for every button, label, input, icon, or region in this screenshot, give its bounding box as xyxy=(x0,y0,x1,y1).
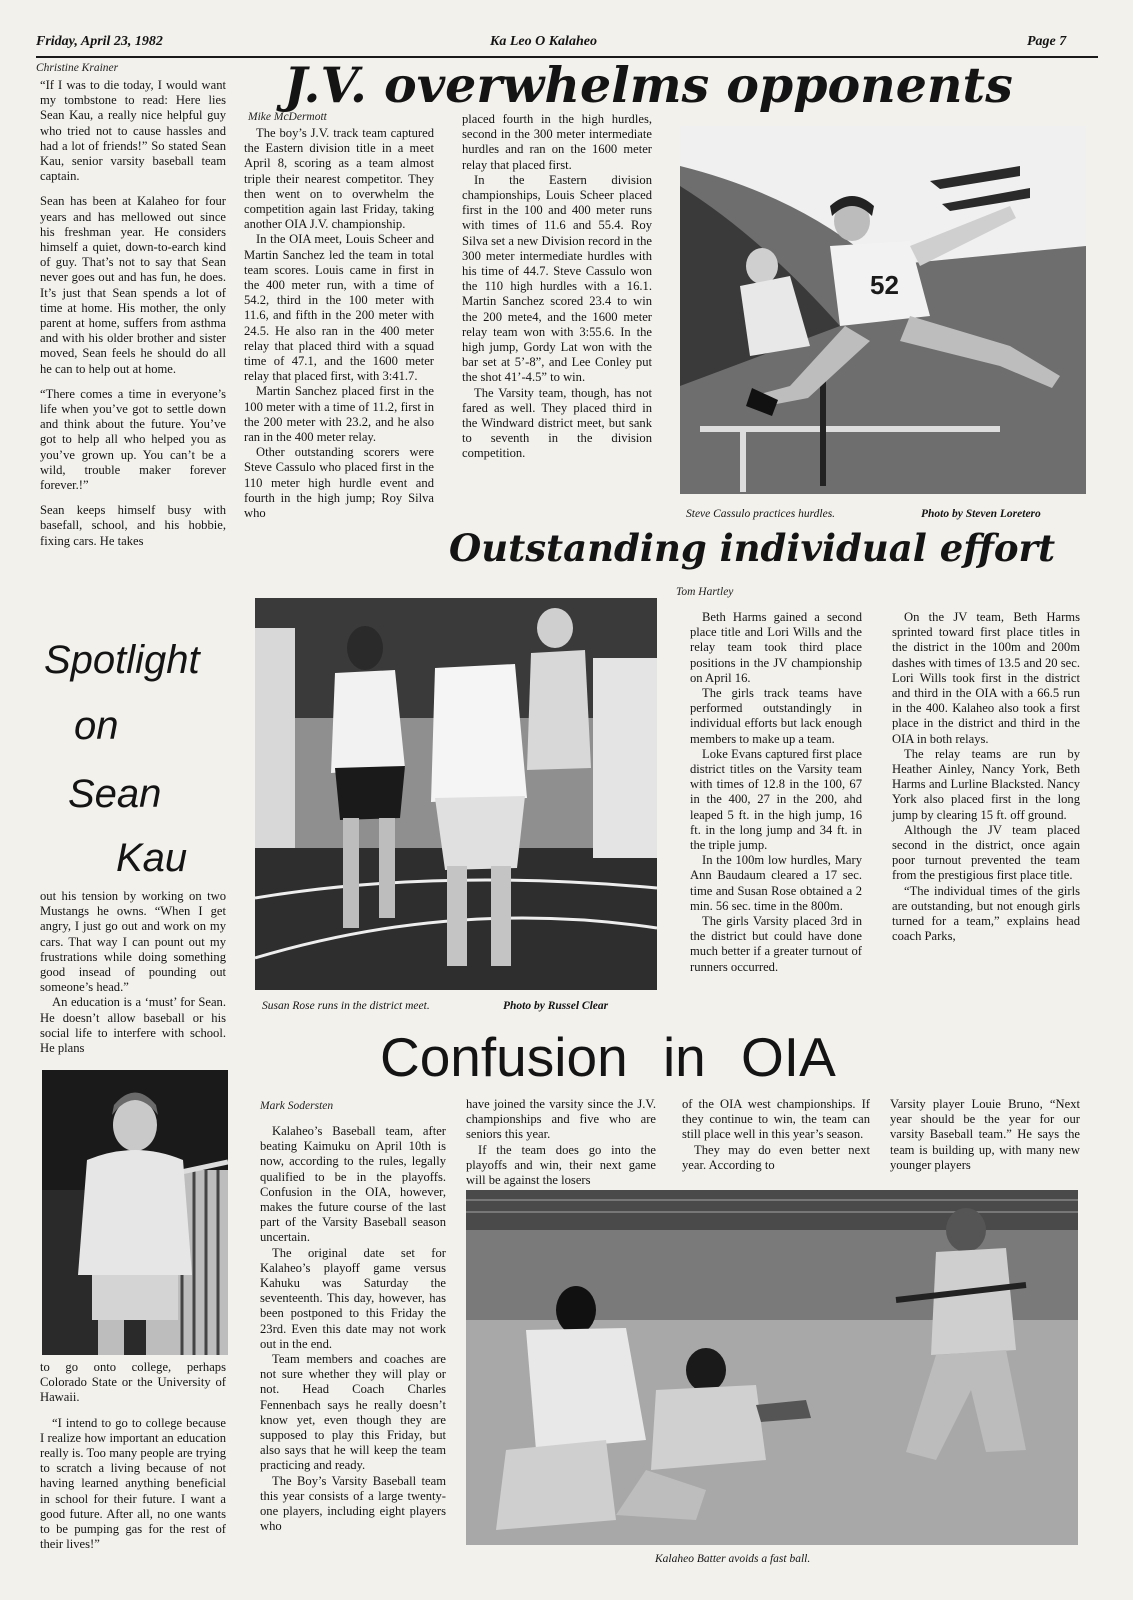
paragraph: Beth Harms gained a second place title and Lori Wills and the relay team took third place positions in the JV championship on April 16. xyxy=(690,610,862,685)
baseball-column-4 xyxy=(890,1097,1080,1183)
batter-caption: Kalaheo Batter avoids a fast ball. xyxy=(655,1553,811,1565)
girls-column-1 xyxy=(690,610,862,975)
district-meet-credit: Photo by Russel Clear xyxy=(503,1000,609,1012)
paragraph: have joined the varsity since the J.V. championships and five who are seniors this year. xyxy=(466,1097,656,1142)
sean-kau-photo xyxy=(42,1070,228,1355)
paragraph: Martin Sanchez placed first in the 100 meter with a time of 11.2, first in the 200 meter with 23.2, and he also ran in the 400 meter relay. xyxy=(244,384,434,445)
paragraph: Other outstanding scorers were Steve Cassulo who placed first in the 110 meter high hurdle event and fourth in the high jump; Roy Silva who xyxy=(244,445,434,521)
paragraph: “If I was to die today, I would want my tombstone to read: Here lies Sean Kau, a really nice helpful guy who tried not to cause hassles and had a lot of friends!” So stated Sean Kau, senior varsity baseball team captain. xyxy=(40,78,226,184)
spotlight-text-bottom xyxy=(40,1360,226,1552)
spotlight-title-line: on xyxy=(74,704,119,748)
paragraph: In the 100m low hurdles, Mary Ann Baudaum cleared a 17 sec. time and Susan Rose obtained a 2 min. 56 sec. time in the 800m. xyxy=(690,853,862,913)
spotlight-title-line: Kau xyxy=(116,836,188,880)
batter-photo xyxy=(466,1190,1078,1545)
district-meet-caption: Susan Rose runs in the district meet. xyxy=(262,1000,430,1012)
girls-column-2 xyxy=(892,610,1080,944)
paragraph: The Varsity team, though, has not fared as well. They placed third in the Windward district meet, but sank to seventh in the division competition. xyxy=(462,385,652,461)
jersey-number: 52 xyxy=(870,270,899,300)
paragraph: On the JV team, Beth Harms sprinted toward first place titles in the district in the 100m and 200m dashes with times of 13.5 and 20 sec. Lori Wills took first in the district and third in the OIA with a 66.5 run in the 400. Kalaheo also took a first place in the district and third in the OIA in both relays. xyxy=(892,610,1080,746)
paragraph: Sean has been at Kalaheo for four years and has mellowed out since his freshman year. He considers himself a quiet, down-to-earch kind of guy. That’s not to say that Sean never goes out and has fun, he does. It’s just that Sean spends a lot of time at home. His mother, the only parent at home, suffers from asthma and with his older brother and sister moved, Sean feels he should do all he can to help out at home. xyxy=(40,194,226,376)
paragraph: Sean keeps himself busy with basefall, school, and his hobbie, fixing cars. He takes xyxy=(40,503,226,548)
paragraph: The relay teams are run by Heather Ainley, Nancy York, Beth Harms and Lurline Blacksted. Nancy York also placed first in the long jump by clearing 15 ft. off ground. xyxy=(892,746,1080,822)
jv-column-1 xyxy=(244,126,434,521)
paragraph: If the team does go into the playoffs and win, their next game will be against the losers xyxy=(466,1142,656,1188)
paragraph: Team members and coaches are not sure whether they will play or not. Head Coach Charles Fennenbach says he really doesn’t know yet, even though they are supposed to play this Friday, but also says that he will keep the team practicing and ready. xyxy=(260,1352,446,1473)
jv-headline: J.V. overwhelms opponents xyxy=(284,56,1013,114)
hurdles-credit: Photo by Steven Loretero xyxy=(921,508,1041,520)
paragraph: The original date set for Kalaheo’s playoff game versus Kahuku was Saturday the seventeenth. This day, however, has been postponed to this Friday the 23rd. Even this date may not work out in the end. xyxy=(260,1245,446,1351)
paragraph: to go onto college, perhaps Colorado State or the University of Hawaii. xyxy=(40,1360,226,1405)
baseball-byline: Mark Sodersten xyxy=(260,1100,334,1112)
paragraph: The girls Varsity placed 3rd in the district but could have done much better if a greater turnout of runners occurred. xyxy=(690,914,862,974)
paragraph: Although the JV team placed second in the district, once again poor turnout prevented the team from the prestigious first place title. xyxy=(892,822,1080,883)
paragraph: Loke Evans captured first place district titles on the Varsity team with times of 12.8 in the 100, 67 in the 400, 27 in the 200, ahd leaped 5 ft. in the high jump, 16 ft. in the long jump and 34 ft. in the triple jump. xyxy=(690,746,862,853)
paragraph: In the Eastern division championships, Louis Scheer placed first in the 100 and 400 meter runs with times of 11.6 and 55.4. Roy Silva set a new Division record in the 300 meter intermediate hurdles with his time of 44.7. Steve Cassulo won the 110 high hurdles with a 16.1. Martin Sanchez scored 23.4 to win the 200 mete4, and the 1600 meter relay team won with 3:55.6. In the high jump, Gordy Lat won with the bar set at 5’-8”, and Lee Conley put the shot 41’-4.5” to win. xyxy=(462,172,652,385)
paragraph: “There comes a time in everyone’s life when you’ve got to settle down and think about the future. You’ve got to help all who helped you as you’ve grown up. You can’t be a wild, trouble maker forever forever.!” xyxy=(40,386,226,493)
paragraph: “The individual times of the girls are outstanding, but not enough girls turned for a team,” explains head coach Parks, xyxy=(892,883,1080,944)
baseball-column-1 xyxy=(260,1124,446,1534)
jv-column-2 xyxy=(462,112,652,462)
spotlight-text-top xyxy=(40,78,226,559)
paragraph: out his tension by working on two Mustangs he owns. “When I get angry, I just go out and work on my cars. That way I can pount out my frustrations while doing something good insead of pounding out someone’s head.” xyxy=(40,889,226,995)
page-number: Page 7 xyxy=(1027,34,1067,49)
paragraph: The girls track teams have performed outstandingly in individual efforts but lack enough members to make up a team. xyxy=(690,686,862,746)
spotlight-byline: Christine Krainer xyxy=(36,62,119,74)
spotlight-title-line: Sean xyxy=(68,772,162,816)
baseball-column-2 xyxy=(466,1097,656,1188)
jv-byline: Mike McDermott xyxy=(248,111,327,123)
baseball-column-3 xyxy=(682,1097,870,1173)
spotlight-text-mid xyxy=(40,889,226,1056)
baseball-headline: Confusion in OIA xyxy=(380,1026,836,1088)
girls-byline: Tom Hartley xyxy=(676,586,734,598)
paper-name: Ka Leo O Kalaheo xyxy=(490,34,597,49)
paragraph: Kalaheo’s Baseball team, after beating Kaimuku on April 10th is now, according to the rules, legally qualified to be in the playoffs. Confusion in the OIA, however, makes the future course of the last part of the Varsity Baseball season uncertain. xyxy=(260,1124,446,1245)
paragraph: Varsity player Louie Bruno, “Next year should be the year for our varsity Baseball team.” He says the team is building up, with many new younger players xyxy=(890,1097,1080,1172)
spotlight-title-line: Spotlight xyxy=(44,638,200,682)
paragraph: of the OIA west championships. If they continue to win, the team can still place well in this year’s season. xyxy=(682,1097,870,1142)
paragraph: They may do even better next year. According to xyxy=(682,1142,870,1172)
paragraph: The Boy’s Varsity Baseball team this year consists of a large twenty-one players, including eight players who xyxy=(260,1473,446,1534)
paragraph: In the OIA meet, Louis Scheer and Martin Sanchez led the team in total team scores. Louis came in first in the 400 meter run, with a time of 54.2, third in the 100 meter with 11.6, and fifth in the 200 meter with 24.5. He also ran in the 400 meter relay that placed third with a squad time of 47.1, and the 1600 meter relay that placed first, with 3:41.7. xyxy=(244,232,434,384)
paragraph: The boy’s J.V. track team captured the Eastern division title in a meet April 8, scoring as a team almost triple their nearest competitor. They then went on to overwhelm the competition again last Friday, taking another OIA J.V. championship. xyxy=(244,126,434,232)
paragraph: An education is a ‘must’ for Sean. He doesn’t allow baseball or his social life to interfere with school. He plans xyxy=(40,995,226,1056)
hurdles-photo xyxy=(680,126,1086,494)
issue-date: Friday, April 23, 1982 xyxy=(36,34,163,49)
district-meet-photo xyxy=(255,598,657,990)
girls-headline: Outstanding individual effort xyxy=(449,526,1056,570)
paragraph: placed fourth in the high hurdles, second in the 300 meter intermediate hurdles and ran on the 1600 meter relay that placed first. xyxy=(462,112,652,172)
paragraph: “I intend to go to college because I realize how important an education really is. Too many people are trying to scratch a living because of not having learned anything beneficial in school for their future. I want a good future. After all, no one wants to be pumping gas for the rest of their lives!” xyxy=(40,1415,226,1552)
hurdles-caption: Steve Cassulo practices hurdles. xyxy=(686,508,836,520)
